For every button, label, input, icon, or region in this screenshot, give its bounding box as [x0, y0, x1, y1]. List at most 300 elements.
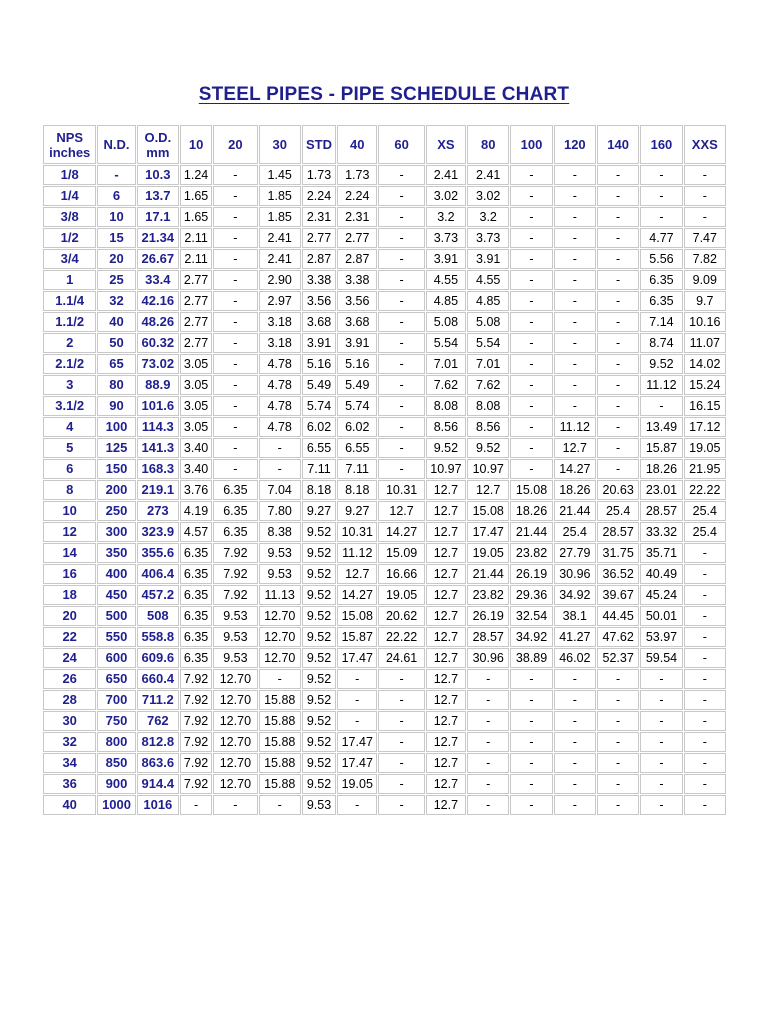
table-cell: 4.78 — [259, 375, 301, 395]
table-cell: - — [554, 312, 596, 332]
table-cell: - — [597, 249, 639, 269]
table-cell: 41.27 — [554, 627, 596, 647]
table-cell: - — [640, 711, 682, 731]
table-row — [43, 480, 726, 500]
key-cell: 400 — [97, 564, 135, 584]
table-cell: 47.62 — [597, 627, 639, 647]
table-cell: - — [684, 690, 726, 710]
key-cell: 3 — [43, 375, 96, 395]
table-cell: 26.19 — [467, 606, 509, 626]
table-row — [43, 606, 726, 626]
table-cell: 5.49 — [337, 375, 377, 395]
table-cell: - — [213, 249, 257, 269]
pipe-schedule-table — [42, 124, 727, 816]
table-cell: 12.7 — [337, 564, 377, 584]
column-header: 140 — [597, 125, 639, 164]
key-cell: 28 — [43, 690, 96, 710]
table-cell: 9.52 — [302, 753, 336, 773]
table-cell: - — [597, 774, 639, 794]
table-cell: 6.35 — [180, 543, 212, 563]
table-cell: 3.91 — [426, 249, 466, 269]
table-cell: 1.65 — [180, 207, 212, 227]
table-cell: - — [640, 774, 682, 794]
table-cell: 10.97 — [426, 459, 466, 479]
table-cell: 12.70 — [259, 606, 301, 626]
table-cell: 15.09 — [378, 543, 424, 563]
table-row — [43, 459, 726, 479]
table-row — [43, 228, 726, 248]
table-cell: 9.27 — [302, 501, 336, 521]
table-cell: 7.01 — [467, 354, 509, 374]
table-row — [43, 354, 726, 374]
table-cell: - — [337, 795, 377, 815]
table-cell: 15.88 — [259, 774, 301, 794]
table-cell: - — [510, 795, 552, 815]
table-cell: 7.92 — [180, 690, 212, 710]
table-cell: - — [554, 165, 596, 185]
table-cell: 6.02 — [337, 417, 377, 437]
table-cell: - — [640, 396, 682, 416]
table-cell: 4.55 — [467, 270, 509, 290]
table-cell: 5.08 — [426, 312, 466, 332]
table-cell: 15.08 — [510, 480, 552, 500]
key-cell: 65 — [97, 354, 135, 374]
table-cell: - — [213, 228, 257, 248]
table-cell: - — [597, 291, 639, 311]
key-cell: 711.2 — [137, 690, 179, 710]
table-cell: - — [510, 669, 552, 689]
key-cell: 3.1/2 — [43, 396, 96, 416]
table-row — [43, 207, 726, 227]
table-cell: 25.4 — [684, 501, 726, 521]
table-body — [43, 165, 726, 815]
table-cell: 15.88 — [259, 711, 301, 731]
table-cell: - — [510, 186, 552, 206]
table-cell: 23.82 — [467, 585, 509, 605]
table-cell: 3.56 — [302, 291, 336, 311]
table-cell: - — [378, 669, 424, 689]
key-cell: 800 — [97, 732, 135, 752]
table-cell: 19.05 — [684, 438, 726, 458]
table-cell: - — [510, 732, 552, 752]
table-row — [43, 165, 726, 185]
key-cell: 762 — [137, 711, 179, 731]
table-cell: 7.92 — [180, 711, 212, 731]
table-cell: - — [213, 459, 257, 479]
table-cell: 3.91 — [302, 333, 336, 353]
table-cell: 7.01 — [426, 354, 466, 374]
key-cell: 350 — [97, 543, 135, 563]
table-cell: - — [597, 207, 639, 227]
table-cell: - — [378, 774, 424, 794]
key-cell: 36 — [43, 774, 96, 794]
table-cell: 3.05 — [180, 375, 212, 395]
table-cell: - — [259, 669, 301, 689]
table-cell: - — [597, 375, 639, 395]
table-cell: 28.57 — [597, 522, 639, 542]
key-cell: 600 — [97, 648, 135, 668]
key-cell: 300 — [97, 522, 135, 542]
table-cell: 11.13 — [259, 585, 301, 605]
table-cell: 22.22 — [378, 627, 424, 647]
table-cell: - — [378, 165, 424, 185]
table-cell: 1.85 — [259, 186, 301, 206]
table-cell: - — [378, 795, 424, 815]
table-cell: - — [467, 795, 509, 815]
column-header: 80 — [467, 125, 509, 164]
key-cell: 20 — [43, 606, 96, 626]
table-cell: - — [378, 312, 424, 332]
key-cell: 42.16 — [137, 291, 179, 311]
table-cell: 2.24 — [337, 186, 377, 206]
key-cell: 8 — [43, 480, 96, 500]
table-cell: 5.56 — [640, 249, 682, 269]
table-cell: 6.35 — [180, 627, 212, 647]
table-cell: - — [510, 270, 552, 290]
table-row — [43, 291, 726, 311]
table-cell: - — [510, 249, 552, 269]
table-row — [43, 711, 726, 731]
table-cell: 5.16 — [302, 354, 336, 374]
key-cell: 30 — [43, 711, 96, 731]
key-cell: 2.1/2 — [43, 354, 96, 374]
table-cell: - — [684, 186, 726, 206]
table-cell: 11.12 — [640, 375, 682, 395]
key-cell: 850 — [97, 753, 135, 773]
table-cell: 3.38 — [302, 270, 336, 290]
table-cell: 3.02 — [467, 186, 509, 206]
key-cell: 26 — [43, 669, 96, 689]
table-cell: - — [510, 438, 552, 458]
table-cell: 26.19 — [510, 564, 552, 584]
table-cell: 18.26 — [554, 480, 596, 500]
table-cell: - — [337, 690, 377, 710]
table-row — [43, 564, 726, 584]
table-cell: 12.7 — [426, 627, 466, 647]
key-cell: 4 — [43, 417, 96, 437]
table-cell: 6.35 — [180, 585, 212, 605]
table-cell: - — [510, 312, 552, 332]
table-cell: 16.66 — [378, 564, 424, 584]
table-cell: 8.56 — [426, 417, 466, 437]
key-cell: 22 — [43, 627, 96, 647]
table-cell: 17.47 — [337, 753, 377, 773]
table-cell: - — [554, 186, 596, 206]
table-cell: 1.24 — [180, 165, 212, 185]
table-cell: - — [510, 396, 552, 416]
table-cell: 7.11 — [337, 459, 377, 479]
table-cell: - — [510, 753, 552, 773]
key-cell: 40 — [43, 795, 96, 815]
table-row — [43, 543, 726, 563]
table-cell: 7.14 — [640, 312, 682, 332]
key-cell: 17.1 — [137, 207, 179, 227]
table-cell: 46.02 — [554, 648, 596, 668]
key-cell: 450 — [97, 585, 135, 605]
key-cell: 114.3 — [137, 417, 179, 437]
table-cell: 44.45 — [597, 606, 639, 626]
table-cell: 8.56 — [467, 417, 509, 437]
table-cell: 9.52 — [302, 522, 336, 542]
table-cell: 34.92 — [510, 627, 552, 647]
table-cell: 8.74 — [640, 333, 682, 353]
page-title — [0, 84, 768, 106]
table-cell: 7.92 — [213, 564, 257, 584]
table-cell: - — [337, 711, 377, 731]
table-cell: 9.53 — [213, 648, 257, 668]
key-cell: 33.4 — [137, 270, 179, 290]
table-cell: - — [597, 711, 639, 731]
table-cell: - — [259, 459, 301, 479]
table-cell: - — [597, 459, 639, 479]
key-cell: 50 — [97, 333, 135, 353]
table-cell: - — [554, 774, 596, 794]
key-cell: - — [97, 165, 135, 185]
key-cell: 1.1/4 — [43, 291, 96, 311]
table-row — [43, 501, 726, 521]
table-cell: - — [467, 711, 509, 731]
table-cell: - — [378, 228, 424, 248]
table-cell: 3.05 — [180, 396, 212, 416]
table-cell: 7.92 — [180, 669, 212, 689]
table-cell: 17.12 — [684, 417, 726, 437]
table-cell: 3.2 — [426, 207, 466, 227]
column-header: 10 — [180, 125, 212, 164]
key-cell: 1016 — [137, 795, 179, 815]
key-cell: 900 — [97, 774, 135, 794]
table-cell: 6.55 — [302, 438, 336, 458]
table-cell: 9.53 — [259, 564, 301, 584]
table-cell: 9.52 — [302, 669, 336, 689]
table-cell: 4.19 — [180, 501, 212, 521]
table-row — [43, 396, 726, 416]
table-cell: 12.70 — [213, 690, 257, 710]
table-cell: 12.7 — [426, 606, 466, 626]
table-cell: 14.27 — [337, 585, 377, 605]
table-cell: - — [213, 333, 257, 353]
table-cell: 18.26 — [510, 501, 552, 521]
table-cell: - — [684, 606, 726, 626]
table-cell: 12.7 — [426, 564, 466, 584]
table-cell: - — [510, 354, 552, 374]
table-cell: - — [378, 690, 424, 710]
table-cell: - — [510, 207, 552, 227]
table-cell: 19.05 — [467, 543, 509, 563]
table-cell: - — [213, 795, 257, 815]
table-cell: 2.97 — [259, 291, 301, 311]
table-cell: 5.08 — [467, 312, 509, 332]
table-cell: 17.47 — [337, 648, 377, 668]
key-cell: 1 — [43, 270, 96, 290]
table-cell: 12.7 — [426, 795, 466, 815]
table-cell: 21.44 — [554, 501, 596, 521]
table-cell: 30.96 — [467, 648, 509, 668]
table-cell: 12.70 — [213, 711, 257, 731]
table-cell: 34.92 — [554, 585, 596, 605]
key-cell: 550 — [97, 627, 135, 647]
table-cell: 12.7 — [426, 480, 466, 500]
table-cell: - — [554, 228, 596, 248]
table-cell: 2.87 — [337, 249, 377, 269]
table-cell: 12.7 — [378, 501, 424, 521]
table-cell: 3.18 — [259, 312, 301, 332]
table-cell: 3.73 — [426, 228, 466, 248]
table-cell: 15.87 — [640, 438, 682, 458]
table-cell: 9.52 — [302, 585, 336, 605]
table-cell: 3.68 — [302, 312, 336, 332]
key-cell: 700 — [97, 690, 135, 710]
key-cell: 80 — [97, 375, 135, 395]
table-cell: 9.52 — [302, 711, 336, 731]
table-cell: - — [554, 333, 596, 353]
table-cell: - — [259, 438, 301, 458]
key-cell: 6 — [43, 459, 96, 479]
table-cell: 15.88 — [259, 753, 301, 773]
table-cell: 45.24 — [640, 585, 682, 605]
table-cell: - — [684, 669, 726, 689]
table-cell: - — [597, 690, 639, 710]
table-cell: - — [684, 207, 726, 227]
table-cell: - — [467, 732, 509, 752]
table-cell: 4.77 — [640, 228, 682, 248]
key-cell: 150 — [97, 459, 135, 479]
table-cell: 12.7 — [426, 522, 466, 542]
table-cell: 7.62 — [467, 375, 509, 395]
table-row — [43, 669, 726, 689]
table-cell: 3.05 — [180, 417, 212, 437]
table-row — [43, 753, 726, 773]
key-cell: 26.67 — [137, 249, 179, 269]
table-cell: 8.08 — [467, 396, 509, 416]
table-cell: 12.70 — [213, 732, 257, 752]
table-cell: 2.77 — [180, 291, 212, 311]
table-cell: 15.24 — [684, 375, 726, 395]
table-cell: - — [510, 690, 552, 710]
table-cell: 2.41 — [259, 228, 301, 248]
table-cell: 12.7 — [426, 543, 466, 563]
table-cell: - — [640, 795, 682, 815]
table-row — [43, 270, 726, 290]
table-cell: - — [378, 732, 424, 752]
table-cell: 12.7 — [467, 480, 509, 500]
column-header: 30 — [259, 125, 301, 164]
table-cell: 2.90 — [259, 270, 301, 290]
table-cell: 10.31 — [378, 480, 424, 500]
table-cell: 39.67 — [597, 585, 639, 605]
key-cell: 200 — [97, 480, 135, 500]
column-header: 100 — [510, 125, 552, 164]
table-cell: - — [378, 249, 424, 269]
table-cell: - — [554, 669, 596, 689]
table-cell: - — [510, 228, 552, 248]
table-cell: 3.76 — [180, 480, 212, 500]
table-cell: 9.52 — [302, 774, 336, 794]
table-cell: 9.52 — [302, 690, 336, 710]
key-cell: 1/8 — [43, 165, 96, 185]
key-cell: 508 — [137, 606, 179, 626]
table-cell: 9.52 — [426, 438, 466, 458]
table-cell: - — [597, 669, 639, 689]
table-cell: - — [684, 543, 726, 563]
table-cell: 5.54 — [467, 333, 509, 353]
table-cell: - — [597, 753, 639, 773]
table-cell: 3.40 — [180, 438, 212, 458]
table-cell: - — [378, 333, 424, 353]
table-cell: - — [213, 207, 257, 227]
table-cell: - — [554, 291, 596, 311]
table-cell: 1.85 — [259, 207, 301, 227]
table-cell: 3.38 — [337, 270, 377, 290]
table-cell: 7.92 — [213, 585, 257, 605]
column-header: 40 — [337, 125, 377, 164]
key-cell: 219.1 — [137, 480, 179, 500]
table-cell: 10.16 — [684, 312, 726, 332]
table-cell: 23.01 — [640, 480, 682, 500]
table-cell: - — [597, 312, 639, 332]
table-cell: - — [510, 291, 552, 311]
table-cell: 9.7 — [684, 291, 726, 311]
table-cell: 3.2 — [467, 207, 509, 227]
table-cell: 1.73 — [337, 165, 377, 185]
table-cell: 16.15 — [684, 396, 726, 416]
table-cell: 4.55 — [426, 270, 466, 290]
table-row — [43, 732, 726, 752]
table-cell: 3.40 — [180, 459, 212, 479]
column-header: XXS — [684, 125, 726, 164]
table-cell: - — [684, 753, 726, 773]
table-cell: 12.7 — [426, 774, 466, 794]
column-header: NPS inches — [43, 125, 96, 164]
table-cell: - — [554, 732, 596, 752]
table-cell: - — [684, 564, 726, 584]
column-header: 160 — [640, 125, 682, 164]
table-cell: 9.53 — [213, 627, 257, 647]
table-cell: - — [554, 795, 596, 815]
table-cell: - — [510, 375, 552, 395]
table-cell: 3.73 — [467, 228, 509, 248]
table-cell: 28.57 — [467, 627, 509, 647]
key-cell: 650 — [97, 669, 135, 689]
column-header: N.D. — [97, 125, 135, 164]
column-header: O.D. mm — [137, 125, 179, 164]
key-cell: 812.8 — [137, 732, 179, 752]
table-cell: - — [640, 207, 682, 227]
table-cell: 15.08 — [337, 606, 377, 626]
table-cell: 11.12 — [337, 543, 377, 563]
table-cell: 25.4 — [554, 522, 596, 542]
table-cell: - — [684, 165, 726, 185]
table-cell: 12.7 — [426, 690, 466, 710]
key-cell: 609.6 — [137, 648, 179, 668]
table-cell: - — [640, 186, 682, 206]
key-cell: 24 — [43, 648, 96, 668]
table-cell: - — [597, 270, 639, 290]
table-cell: 12.70 — [259, 627, 301, 647]
table-cell: - — [378, 459, 424, 479]
key-cell: 100 — [97, 417, 135, 437]
table-cell: - — [597, 795, 639, 815]
table-cell: 35.71 — [640, 543, 682, 563]
table-cell: 4.85 — [426, 291, 466, 311]
table-cell: - — [597, 732, 639, 752]
table-row — [43, 690, 726, 710]
table-cell: 2.87 — [302, 249, 336, 269]
table-cell: 19.05 — [337, 774, 377, 794]
table-cell: 6.35 — [213, 480, 257, 500]
table-cell: 21.44 — [467, 564, 509, 584]
table-cell: 17.47 — [467, 522, 509, 542]
key-cell: 2 — [43, 333, 96, 353]
